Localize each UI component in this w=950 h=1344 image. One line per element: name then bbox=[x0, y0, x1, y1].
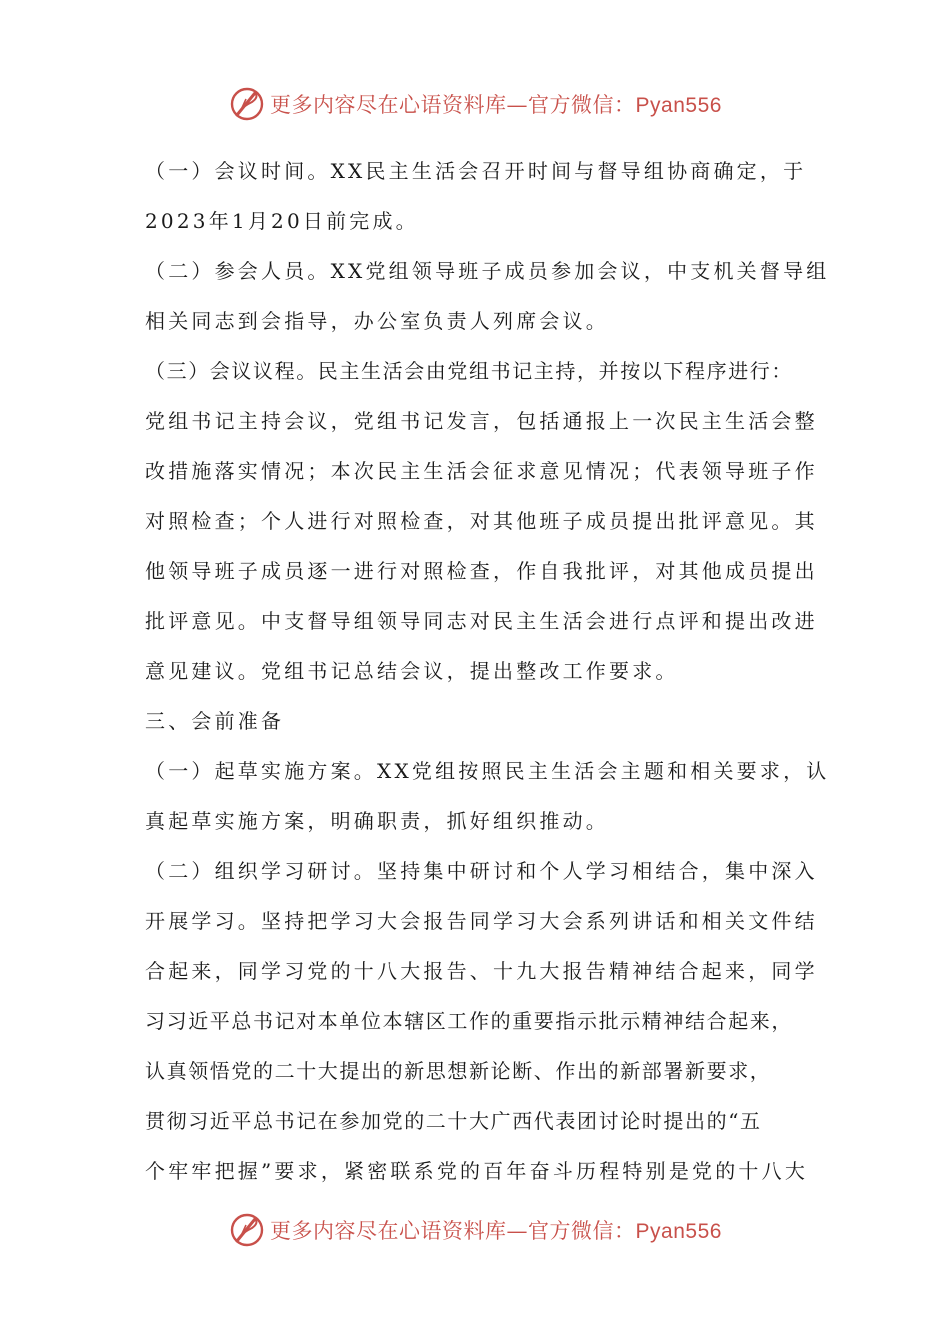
body-line: 真起草实施方案，明确职责，抓好组织推动。 bbox=[145, 809, 609, 833]
footer-watermark-banner bbox=[0, 1208, 950, 1252]
body-line: 合起来，同学习党的十八大报告、十九大报告精神结合起来，同学 bbox=[145, 959, 818, 983]
body-line: 相关同志到会指导，办公室负责人列席会议。 bbox=[145, 309, 609, 333]
body-line: （二）参会人员。XX党组领导班子成员参加会议，中支机关督导组 bbox=[145, 259, 830, 283]
footer-watermark-text: 更多内容尽在心语资料库—官方微信：Pyan556 bbox=[270, 1219, 722, 1243]
quill-logo-icon bbox=[228, 85, 266, 123]
body-line: （三）会议议程。民主生活会由党组书记主持，并按以下程序进行： bbox=[145, 359, 793, 383]
body-line: 习习近平总书记对本单位本辖区工作的重要指示批示精神结合起来， bbox=[145, 1009, 793, 1033]
body-line: （一）起草实施方案。XX党组按照民主生活会主题和相关要求，认 bbox=[145, 759, 830, 783]
body-line: 开展学习。坚持把学习大会报告同学习大会系列讲话和相关文件结 bbox=[145, 909, 818, 933]
section-heading: 三、会前准备 bbox=[145, 709, 285, 733]
header-watermark-banner bbox=[0, 82, 950, 126]
body-line: （一）会议时间。XX民主生活会召开时间与督导组协商确定，于 bbox=[145, 159, 807, 183]
quill-logo-icon bbox=[228, 1211, 266, 1249]
body-line: 党组书记主持会议，党组书记发言，包括通报上一次民主生活会整 bbox=[145, 409, 818, 433]
body-line: 个牢牢把握”要求，紧密联系党的百年奋斗历程特别是党的十八大 bbox=[145, 1159, 809, 1183]
document-body bbox=[145, 146, 830, 1196]
body-line: 认真领悟党的二十大提出的新思想新论断、作出的新部署新要求， bbox=[145, 1059, 772, 1083]
header-watermark-text: 更多内容尽在心语资料库—官方微信：Pyan556 bbox=[270, 93, 722, 117]
body-line: 2023年1月20日前完成。 bbox=[145, 209, 419, 233]
body-line: 对照检查；个人进行对照检查，对其他班子成员提出批评意见。其 bbox=[145, 509, 818, 533]
body-line: 意见建议。党组书记总结会议，提出整改工作要求。 bbox=[145, 659, 679, 683]
body-line: 他领导班子成员逐一进行对照检查，作自我批评，对其他成员提出 bbox=[145, 559, 818, 583]
body-line: 贯彻习近平总书记在参加党的二十大广西代表团讨论时提出的“五 bbox=[145, 1109, 762, 1133]
body-line: 改措施落实情况；本次民主生活会征求意见情况；代表领导班子作 bbox=[145, 459, 818, 483]
body-line: 批评意见。中支督导组领导同志对民主生活会进行点评和提出改进 bbox=[145, 609, 818, 633]
body-line: （二）组织学习研讨。坚持集中研讨和个人学习相结合，集中深入 bbox=[145, 859, 818, 883]
